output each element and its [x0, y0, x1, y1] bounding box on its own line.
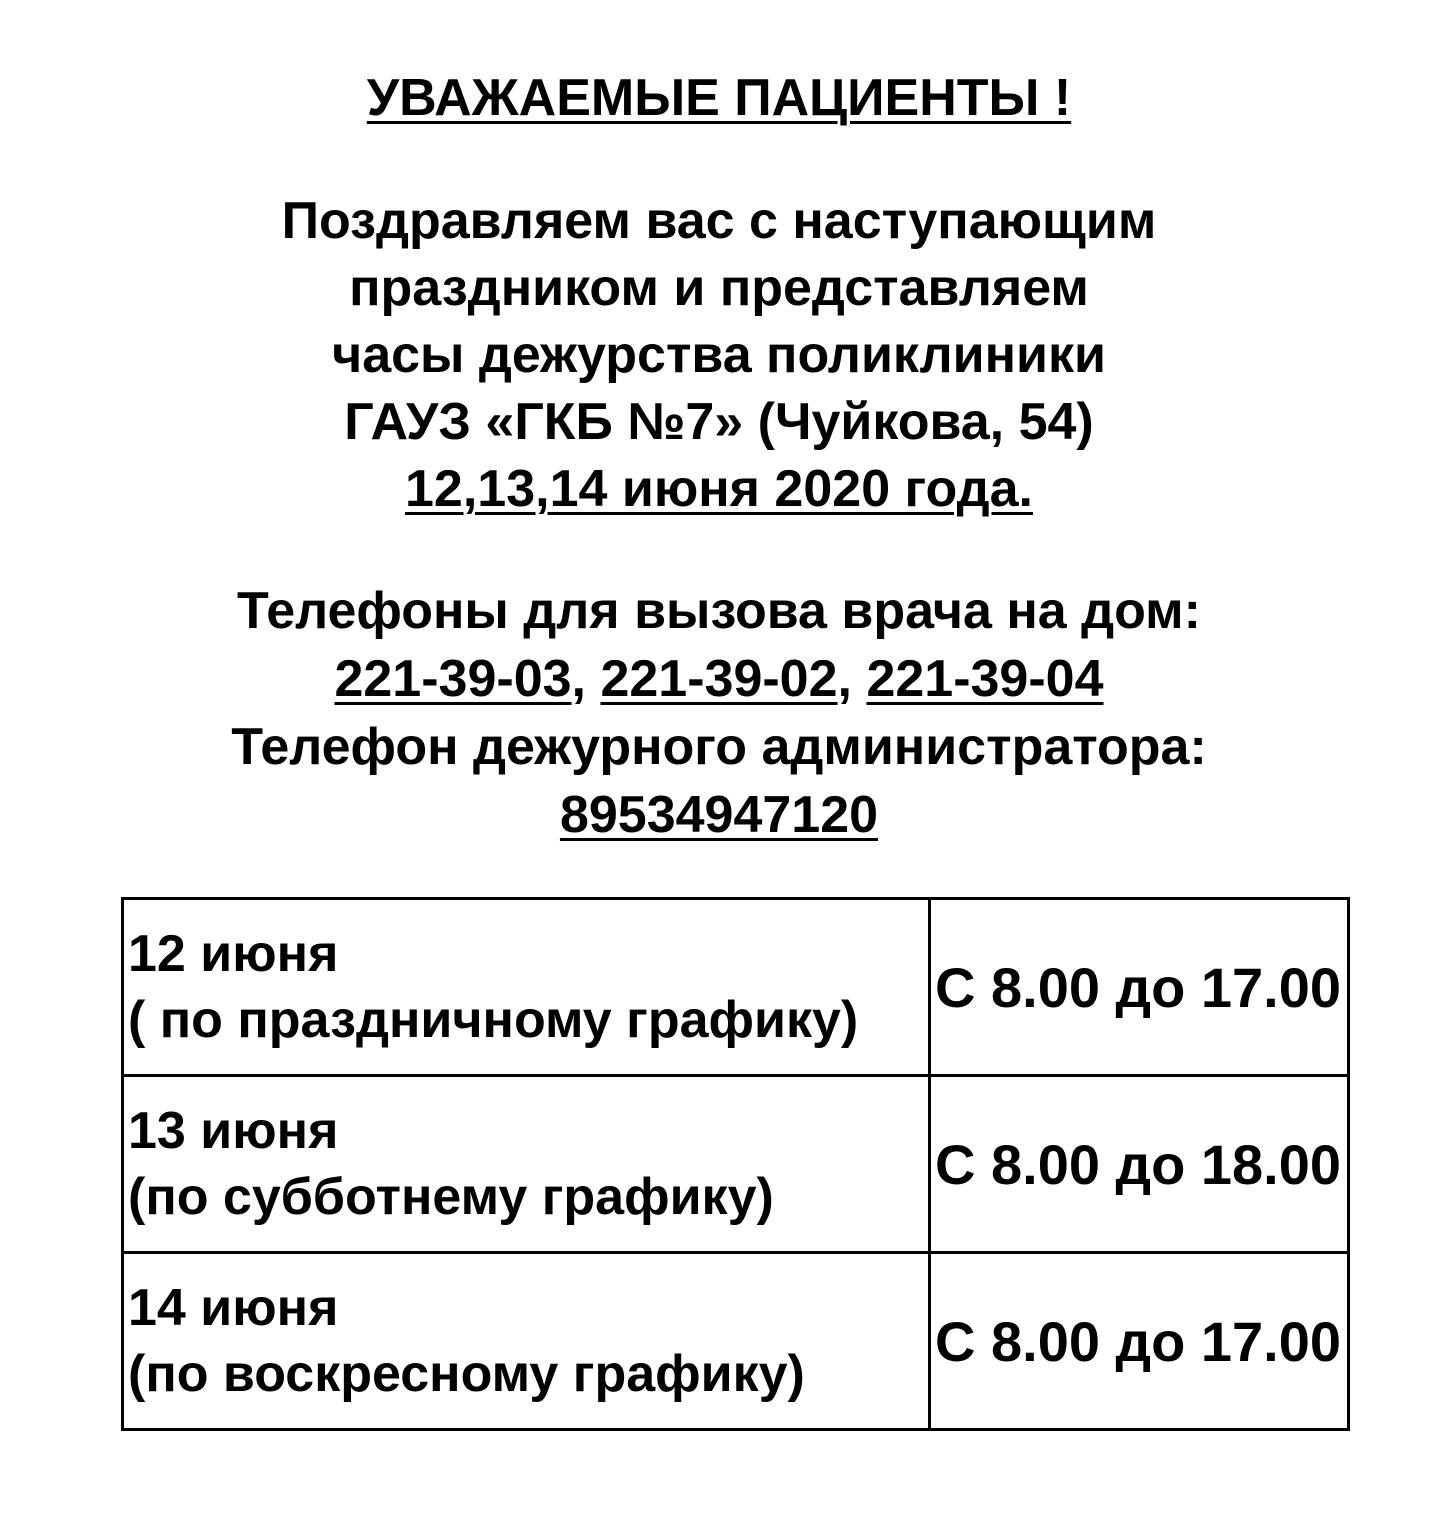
intro-line-2: праздником и представляем	[349, 259, 1089, 317]
schedule-day-cell	[123, 1076, 930, 1253]
schedule-day-cell	[123, 899, 930, 1076]
schedule-note: ( по праздничному графику)	[128, 991, 859, 1049]
intro-line-1: Поздравляем вас с наступающим	[281, 192, 1157, 250]
intro-block	[0, 188, 1438, 523]
heading-text: УВАЖАЕМЫЕ ПАЦИЕНТЫ !	[366, 69, 1072, 127]
phone-separator: ,	[571, 650, 586, 708]
notice-heading	[0, 68, 1438, 128]
table-row	[123, 899, 1349, 1076]
schedule-table	[121, 897, 1350, 1431]
home-call-phone-3: 221-39-04	[866, 650, 1104, 708]
admin-phone-label: Телефон дежурного администратора:	[231, 718, 1207, 776]
phones-block	[0, 577, 1438, 849]
schedule-date: 13 июня	[128, 1102, 339, 1160]
schedule-hours: С 8.00 до 17.00	[930, 899, 1349, 1076]
admin-phone-number: 89534947120	[559, 786, 879, 844]
intro-line-3: часы дежурства поликлиники	[332, 326, 1106, 384]
schedule-date: 14 июня	[128, 1279, 339, 1337]
schedule-note: (по субботнему графику)	[128, 1168, 774, 1226]
home-call-phone-1: 221-39-03	[334, 650, 572, 708]
intro-dates-line	[0, 456, 1438, 523]
schedule-hours: С 8.00 до 17.00	[930, 1253, 1349, 1430]
home-call-label: Телефоны для вызова врача на дом:	[237, 582, 1201, 640]
schedule-date: 12 июня	[128, 925, 339, 983]
schedule-hours: С 8.00 до 18.00	[930, 1076, 1349, 1253]
schedule-note: (по воскресному графику)	[128, 1345, 805, 1403]
home-call-numbers	[0, 645, 1438, 713]
intro-line-4: ГАУЗ «ГКБ №7» (Чуйкова, 54)	[344, 393, 1094, 451]
admin-phone-line	[0, 781, 1438, 849]
schedule-day-cell	[123, 1253, 930, 1430]
home-call-phone-2: 221-39-02	[600, 650, 838, 708]
duty-dates: 12,13,14 июня 2020 года.	[405, 460, 1033, 518]
table-row	[123, 1076, 1349, 1253]
table-row	[123, 1253, 1349, 1430]
phone-separator: ,	[837, 650, 852, 708]
